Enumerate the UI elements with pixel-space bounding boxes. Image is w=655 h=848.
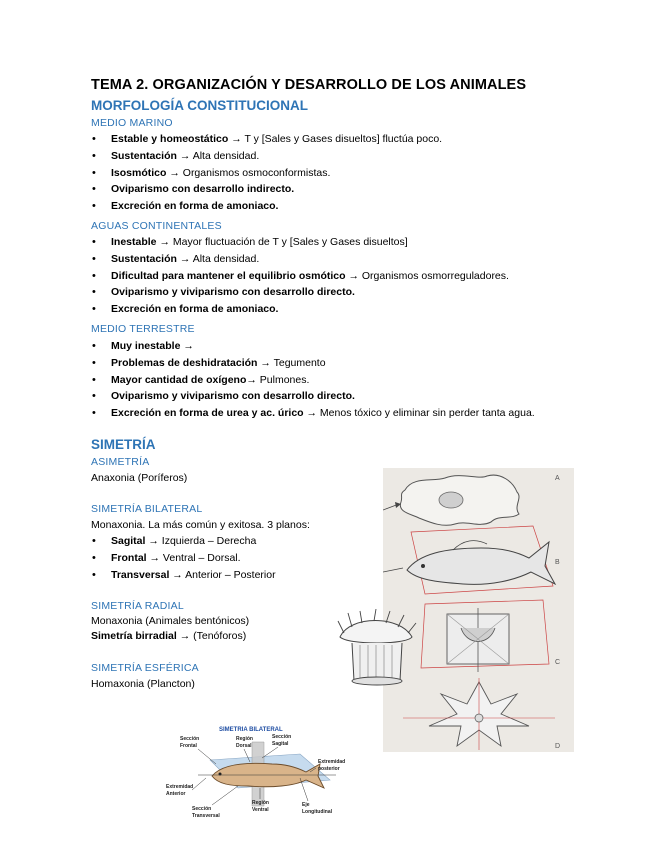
text-simetria-radial: Monaxonia (Animales bentónicos) xyxy=(91,615,250,627)
label-anterior-a: Extremidad xyxy=(166,784,194,790)
bullet-icon: • xyxy=(92,133,96,145)
bullet-icon: • xyxy=(92,183,96,196)
bullet-icon: • xyxy=(92,373,96,386)
label-frontal-b: Frontal xyxy=(180,743,197,749)
list-aguas-continentales xyxy=(91,234,509,318)
bullet-icon: • xyxy=(92,200,96,213)
bullet-icon: • xyxy=(92,166,96,179)
figure-label-d: D xyxy=(555,743,561,750)
list-item: • Mayor cantidad de oxígeno→ Pulmones. xyxy=(91,372,535,389)
label-eje-a: Eje xyxy=(302,802,310,808)
bilateral-symmetry-figure xyxy=(160,718,360,822)
heading-aguas-continentales: AGUAS CONTINENTALES xyxy=(91,220,222,232)
heading-medio-marino: MEDIO MARINO xyxy=(91,117,173,129)
bullet-icon: • xyxy=(92,568,96,581)
heading-morfologia: MORFOLOGÍA CONSTITUCIONAL xyxy=(91,98,308,113)
bullet-icon: • xyxy=(92,535,96,547)
figure-label-c: C xyxy=(555,659,561,666)
list-item: • Oviparismo y viviparismo con desarrollo directo. xyxy=(91,284,509,301)
figure-title: SIMETRIA BILATERAL xyxy=(219,727,283,733)
label-transversal-a: Sección xyxy=(192,806,212,812)
bullet-icon: • xyxy=(92,303,96,316)
heading-simetria-bilateral: SIMETRÍA BILATERAL xyxy=(91,503,203,515)
list-item: • Oviparismo y viviparismo con desarrollo directo. xyxy=(91,388,535,405)
label-sagital-a: Sección xyxy=(272,734,292,740)
list-item: • Oviparismo con desarrollo indirecto. xyxy=(91,181,442,198)
label-posterior-b: posterior xyxy=(318,766,340,772)
bullet-icon: • xyxy=(92,149,96,162)
list-item: • Sustentación → Alta densidad. xyxy=(91,251,509,268)
list-item: • Excreción en forma de amoniaco. xyxy=(91,198,442,215)
bullet-icon: • xyxy=(92,269,96,282)
heading-simetria-radial: SIMETRÍA RADIAL xyxy=(91,600,184,612)
list-item: • Isosmótico → Organismos osmoconformistas. xyxy=(91,165,442,182)
text-asimetria: Anaxonia (Poríferos) xyxy=(91,472,188,484)
label-transversal-b: Transversal xyxy=(192,813,220,819)
label-frontal-a: Sección xyxy=(180,736,200,742)
list-item: • Problemas de deshidratación → Tegumento xyxy=(91,355,535,372)
bullet-icon: • xyxy=(92,407,96,420)
list-item: • Transversal → Anterior – Posterior xyxy=(91,567,276,584)
label-ventral-a: Región xyxy=(252,800,269,806)
list-item: • Muy inestable → xyxy=(91,338,535,355)
page-title: TEMA 2. ORGANIZACIÓN Y DESARROLLO DE LOS ANIMALES xyxy=(91,77,527,93)
list-item: • Sagital → Izquierda – Derecha xyxy=(91,533,276,550)
heading-simetria: SIMETRÍA xyxy=(91,437,156,452)
bullet-icon: • xyxy=(92,551,96,564)
heading-medio-terrestre: MEDIO TERRESTRE xyxy=(91,323,195,335)
list-item: • Dificultad para mantener el equilibrio osmótico → Organismos osmorreguladores. xyxy=(91,268,509,285)
bullet-icon: • xyxy=(92,236,96,248)
bullet-icon: • xyxy=(92,286,96,299)
anemone-figure xyxy=(330,609,422,689)
bullet-icon: • xyxy=(92,390,96,403)
list-item: • Estable y homeostático → T y [Sales y Gases disueltos] fluctúa poco. xyxy=(91,131,442,148)
list-item: • Inestable → Mayor fluctuación de T y [Sales y Gases disueltos] xyxy=(91,234,509,251)
text-simetria-esferica: Homaxonia (Plancton) xyxy=(91,678,195,690)
list-item: • Frontal → Ventral – Dorsal. xyxy=(91,550,276,567)
label-posterior-a: Extremidad xyxy=(318,759,346,765)
label-sagital-b: Sagital xyxy=(272,741,289,747)
heading-simetria-esferica: SIMETRÍA ESFÉRICA xyxy=(91,662,199,674)
bullet-icon: • xyxy=(92,252,96,265)
label-eje-b: Longitudinal xyxy=(302,809,332,815)
heading-asimetria: ASIMETRÍA xyxy=(91,456,150,468)
text-simetria-bilateral: Monaxonia. La más común y exitosa. 3 planos: xyxy=(91,519,310,531)
label-anterior-b: Anterior xyxy=(166,791,186,797)
label-dorsal-a: Región xyxy=(236,736,253,742)
bullet-icon: • xyxy=(92,340,96,352)
figure-label-a: A xyxy=(555,475,560,482)
figure-label-b: B xyxy=(555,559,560,566)
label-ventral-b: Ventral xyxy=(252,807,269,813)
list-item: • Sustentación → Alta densidad. xyxy=(91,148,442,165)
list-item: • Excreción en forma de urea y ac. úrico → Menos tóxico y eliminar sin perder tanta agua. xyxy=(91,405,535,422)
list-medio-marino xyxy=(91,131,442,215)
list-medio-terrestre xyxy=(91,338,535,422)
list-planos xyxy=(91,533,276,583)
bullet-icon: • xyxy=(92,356,96,369)
text-birradial: Simetría birradial → (Tenóforos) xyxy=(91,630,247,642)
list-item: • Excreción en forma de amoniaco. xyxy=(91,301,509,318)
label-dorsal-b: Dorsal xyxy=(236,743,252,749)
